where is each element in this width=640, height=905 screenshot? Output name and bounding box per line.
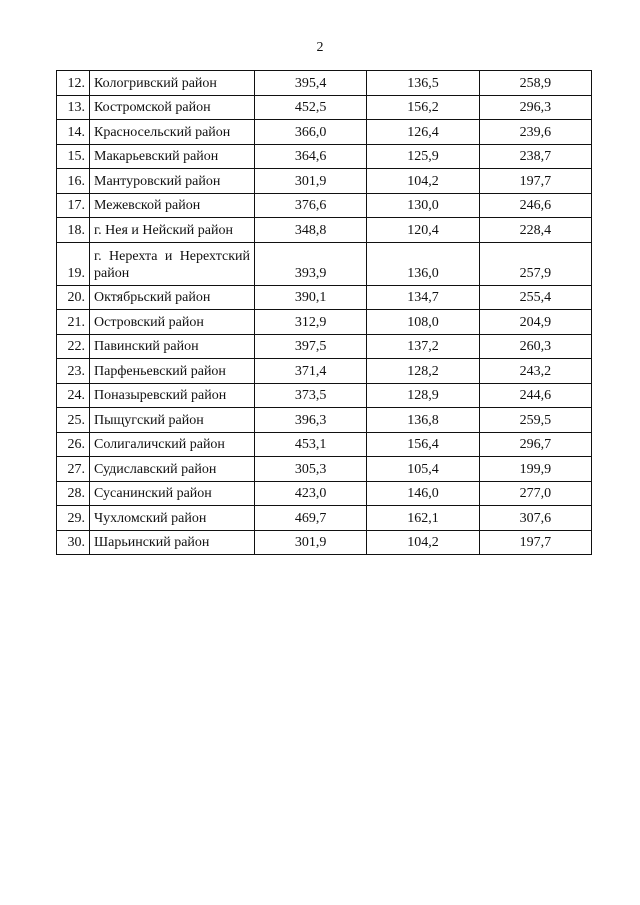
- table-row: [57, 408, 592, 433]
- table-row: [57, 334, 592, 359]
- value-cell-1: 453,1: [255, 432, 367, 457]
- value-cell-2: 126,4: [367, 120, 479, 145]
- row-number-cell: 22.: [57, 334, 90, 359]
- table-row: [57, 169, 592, 194]
- row-number-cell: 24.: [57, 383, 90, 408]
- value-cell-2: 136,0: [367, 242, 479, 285]
- value-cell-2: 104,2: [367, 169, 479, 194]
- table-row: [57, 457, 592, 482]
- value-cell-2: 156,4: [367, 432, 479, 457]
- district-name-cell: Шарьинский район: [90, 530, 255, 555]
- value-cell-3: 238,7: [479, 144, 591, 169]
- district-name-cell: Красносельский район: [90, 120, 255, 145]
- table-body: [57, 71, 592, 555]
- table-row: [57, 144, 592, 169]
- value-cell-3: 246,6: [479, 193, 591, 218]
- row-number-cell: 16.: [57, 169, 90, 194]
- page-number: 2: [316, 40, 324, 55]
- table-row: [57, 383, 592, 408]
- row-number-cell: 13.: [57, 95, 90, 120]
- value-cell-1: 376,6: [255, 193, 367, 218]
- value-cell-2: 128,2: [367, 359, 479, 384]
- row-number-cell: 27.: [57, 457, 90, 482]
- value-cell-3: 204,9: [479, 310, 591, 335]
- value-cell-2: 130,0: [367, 193, 479, 218]
- value-cell-3: 296,3: [479, 95, 591, 120]
- row-number-cell: 18.: [57, 218, 90, 243]
- row-number-cell: 28.: [57, 481, 90, 506]
- value-cell-2: 128,9: [367, 383, 479, 408]
- value-cell-1: 348,8: [255, 218, 367, 243]
- district-values-table: [56, 70, 592, 555]
- value-cell-1: 469,7: [255, 506, 367, 531]
- value-cell-1: 397,5: [255, 334, 367, 359]
- row-number-cell: 17.: [57, 193, 90, 218]
- value-cell-1: 366,0: [255, 120, 367, 145]
- value-cell-2: 120,4: [367, 218, 479, 243]
- row-number-cell: 14.: [57, 120, 90, 145]
- row-number-cell: 21.: [57, 310, 90, 335]
- district-name-cell: Пыщугский район: [90, 408, 255, 433]
- district-name-cell: Парфеньевский район: [90, 359, 255, 384]
- value-cell-1: 393,9: [255, 242, 367, 285]
- district-name-cell: Солигаличский район: [90, 432, 255, 457]
- table-row: [57, 71, 592, 96]
- value-cell-2: 105,4: [367, 457, 479, 482]
- district-name-cell: Октябрьский район: [90, 285, 255, 310]
- table-row: [57, 481, 592, 506]
- value-cell-3: 296,7: [479, 432, 591, 457]
- row-number-cell: 23.: [57, 359, 90, 384]
- value-cell-1: 373,5: [255, 383, 367, 408]
- table-row: [57, 432, 592, 457]
- table-row: [57, 95, 592, 120]
- value-cell-2: 125,9: [367, 144, 479, 169]
- table-row: [57, 530, 592, 555]
- value-cell-1: 305,3: [255, 457, 367, 482]
- district-name-cell: Макарьевский район: [90, 144, 255, 169]
- district-name-cell: Сусанинский район: [90, 481, 255, 506]
- value-cell-3: 257,9: [479, 242, 591, 285]
- district-name-cell: г. Нея и Нейский район: [90, 218, 255, 243]
- value-cell-3: 258,9: [479, 71, 591, 96]
- value-cell-2: 104,2: [367, 530, 479, 555]
- value-cell-2: 108,0: [367, 310, 479, 335]
- value-cell-2: 136,8: [367, 408, 479, 433]
- value-cell-1: 301,9: [255, 530, 367, 555]
- district-name-cell: Павинский район: [90, 334, 255, 359]
- row-number-cell: 19.: [57, 242, 90, 285]
- row-number-cell: 25.: [57, 408, 90, 433]
- row-number-cell: 26.: [57, 432, 90, 457]
- table-row: [57, 359, 592, 384]
- value-cell-3: 259,5: [479, 408, 591, 433]
- table-row: [57, 218, 592, 243]
- value-cell-1: 423,0: [255, 481, 367, 506]
- value-cell-3: 277,0: [479, 481, 591, 506]
- value-cell-3: 239,6: [479, 120, 591, 145]
- district-name-cell: Поназыревский район: [90, 383, 255, 408]
- district-name-cell: Костромской район: [90, 95, 255, 120]
- row-number-cell: 12.: [57, 71, 90, 96]
- value-cell-3: 197,7: [479, 169, 591, 194]
- district-name-cell: Мантуровский район: [90, 169, 255, 194]
- value-cell-2: 146,0: [367, 481, 479, 506]
- district-name-cell: Кологривский район: [90, 71, 255, 96]
- row-number-cell: 20.: [57, 285, 90, 310]
- value-cell-1: 312,9: [255, 310, 367, 335]
- value-cell-2: 137,2: [367, 334, 479, 359]
- value-cell-3: 307,6: [479, 506, 591, 531]
- value-cell-1: 452,5: [255, 95, 367, 120]
- value-cell-2: 134,7: [367, 285, 479, 310]
- value-cell-1: 396,3: [255, 408, 367, 433]
- value-cell-2: 162,1: [367, 506, 479, 531]
- district-name-cell: г. Нерехта и Нерехтский район: [90, 242, 255, 285]
- district-name-cell: Судиславский район: [90, 457, 255, 482]
- value-cell-3: 243,2: [479, 359, 591, 384]
- table-row: [57, 506, 592, 531]
- value-cell-3: 244,6: [479, 383, 591, 408]
- value-cell-1: 364,6: [255, 144, 367, 169]
- value-cell-1: 371,4: [255, 359, 367, 384]
- value-cell-3: 228,4: [479, 218, 591, 243]
- table-row: [57, 285, 592, 310]
- value-cell-3: 255,4: [479, 285, 591, 310]
- district-name-cell: Межевской район: [90, 193, 255, 218]
- row-number-cell: 29.: [57, 506, 90, 531]
- value-cell-1: 390,1: [255, 285, 367, 310]
- table-row: [57, 310, 592, 335]
- table-row: [57, 120, 592, 145]
- value-cell-1: 301,9: [255, 169, 367, 194]
- value-cell-3: 199,9: [479, 457, 591, 482]
- value-cell-1: 395,4: [255, 71, 367, 96]
- row-number-cell: 30.: [57, 530, 90, 555]
- row-number-cell: 15.: [57, 144, 90, 169]
- value-cell-2: 136,5: [367, 71, 479, 96]
- value-cell-3: 260,3: [479, 334, 591, 359]
- value-cell-2: 156,2: [367, 95, 479, 120]
- value-cell-3: 197,7: [479, 530, 591, 555]
- district-name-cell: Островский район: [90, 310, 255, 335]
- district-name-cell: Чухломский район: [90, 506, 255, 531]
- table-row: [57, 242, 592, 285]
- table-row: [57, 193, 592, 218]
